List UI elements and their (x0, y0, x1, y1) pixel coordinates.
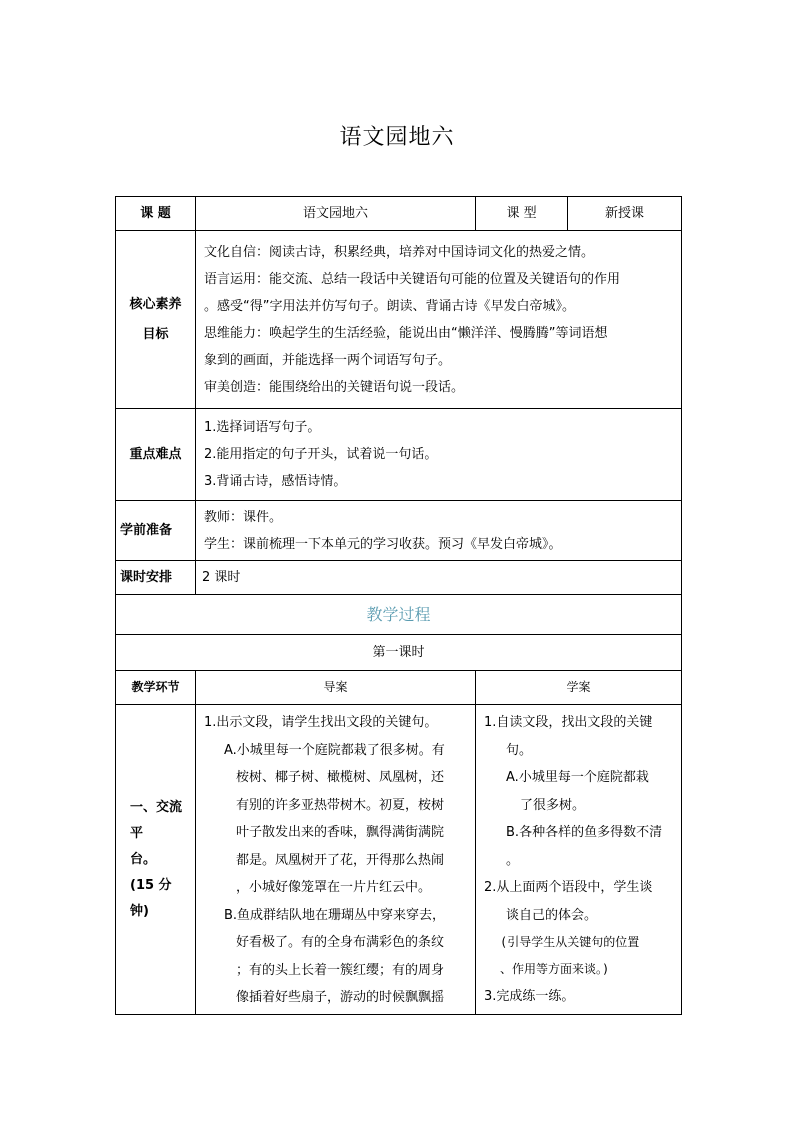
guide-line: 叶子散发出来的香味，飘得满街满院 (236, 825, 445, 840)
phase-1-name-line2: 台。 (130, 851, 157, 867)
learn-line: 了很多树。 (520, 797, 586, 813)
preparation-line: 教师：课件。 (204, 509, 283, 525)
guide-line: 桉树、椰子树、橄榄树、凤凰树，还 (236, 770, 445, 785)
learn-line: A.小城里每一个庭院都栽 (506, 770, 649, 785)
learn-line: 、作用等方面来谈。) (500, 962, 610, 976)
guide-line: B.鱼成群结队地在珊瑚丛中穿来穿去， (224, 907, 446, 923)
phase-1-cell (116, 705, 196, 1015)
key-points-content (196, 409, 682, 501)
guide-line: 1.出示文段，请学生找出文段的关键句。 (204, 715, 438, 730)
guide-lines (204, 709, 467, 1012)
column-guide: 导案 (196, 671, 476, 705)
phase-1-time: (15 分钟) (130, 877, 172, 919)
learn-content (476, 705, 682, 1015)
guide-line: A.小城里每一个庭院都栽了很多树。有 (224, 742, 445, 758)
key-point-line: 3.背诵古诗，感悟诗情。 (204, 474, 347, 489)
core-goal-line: 文化自信：阅读古诗，积累经典，培养对中国诗词文化的热爱之情。 (204, 244, 595, 260)
learn-line: B.各种各样的鱼多得数不清 (506, 825, 663, 840)
topic-value: 语文园地六 (196, 197, 476, 231)
label-topic: 课 题 (116, 197, 196, 231)
preparation-line: 学生：课前梳理一下本单元的学习收获。预习《早发白帝城》。 (204, 536, 562, 552)
guide-line: 都是。凤凰树开了花，开得那么热闹 (236, 852, 445, 868)
guide-content (196, 705, 476, 1015)
label-schedule: 课时安排 (116, 561, 196, 595)
key-point-line: 2.能用指定的句子开头，试着说一句话。 (204, 447, 438, 462)
lesson-heading: 第一课时 (116, 635, 682, 671)
label-type: 课 型 (476, 197, 568, 231)
column-learn: 学案 (476, 671, 682, 705)
core-goals-content (196, 231, 682, 409)
column-phase: 教学环节 (116, 671, 196, 705)
guide-line: 好看极了。有的全身布满彩色的条纹 (236, 935, 445, 950)
core-goal-line: 审美创造：能围绕给出的关键语句说一段话。 (204, 379, 465, 395)
phase-1-name-line1: 一、交流平 (130, 799, 183, 841)
core-goal-line: 。感受“得”字用法并仿写句子。朗读、背诵古诗《早发白帝城》。 (204, 298, 575, 314)
guide-line: ，小城好像笼罩在一片片红云中。 (236, 880, 432, 895)
learn-line: 谈自己的体会。 (506, 907, 598, 923)
preparation-content (196, 501, 682, 561)
learn-line: 。 (506, 852, 520, 868)
learn-line: 1.自读文段，找出文段的关键 (484, 715, 653, 730)
learn-line: 2.从上面两个语段中，学生谈 (484, 880, 653, 895)
label-key-points: 重点难点 (116, 409, 196, 501)
core-goal-line: 思维能力：唤起学生的生活经验，能说出由“懒洋洋、慢腾腾”等词语想 (204, 325, 608, 341)
core-goal-line: 语言运用：能交流、总结一段话中关键语句可能的位置及关键语句的作用 (204, 271, 621, 287)
guide-line: 有别的许多亚热带树木。初夏，桉树 (236, 797, 445, 813)
key-point-line: 1.选择词语写句子。 (204, 420, 321, 435)
learn-line: 句。 (506, 742, 533, 758)
type-value: 新授课 (568, 197, 682, 231)
schedule-value: 2 课时 (196, 561, 682, 595)
learn-lines (484, 709, 675, 1011)
guide-line: ；有的头上长着一簇红缨；有的周身 (236, 962, 445, 978)
label-preparation: 学前准备 (116, 501, 196, 561)
learn-line: (引导学生从关键句的位置 (500, 935, 640, 949)
core-goals-label: 核心素养目标 (129, 296, 182, 342)
lesson-plan-table (115, 196, 681, 1015)
guide-line: 像插着好些扇子，游动的时候飘飘摇 (236, 990, 445, 1005)
learn-line: 3.完成练一练。 (484, 989, 575, 1004)
core-goal-line: 象到的画面，并能选择一两个词语写句子。 (204, 352, 452, 368)
document-title: 语文园地六 (339, 125, 455, 150)
label-core-goals (116, 231, 196, 409)
process-heading: 教学过程 (116, 595, 682, 635)
